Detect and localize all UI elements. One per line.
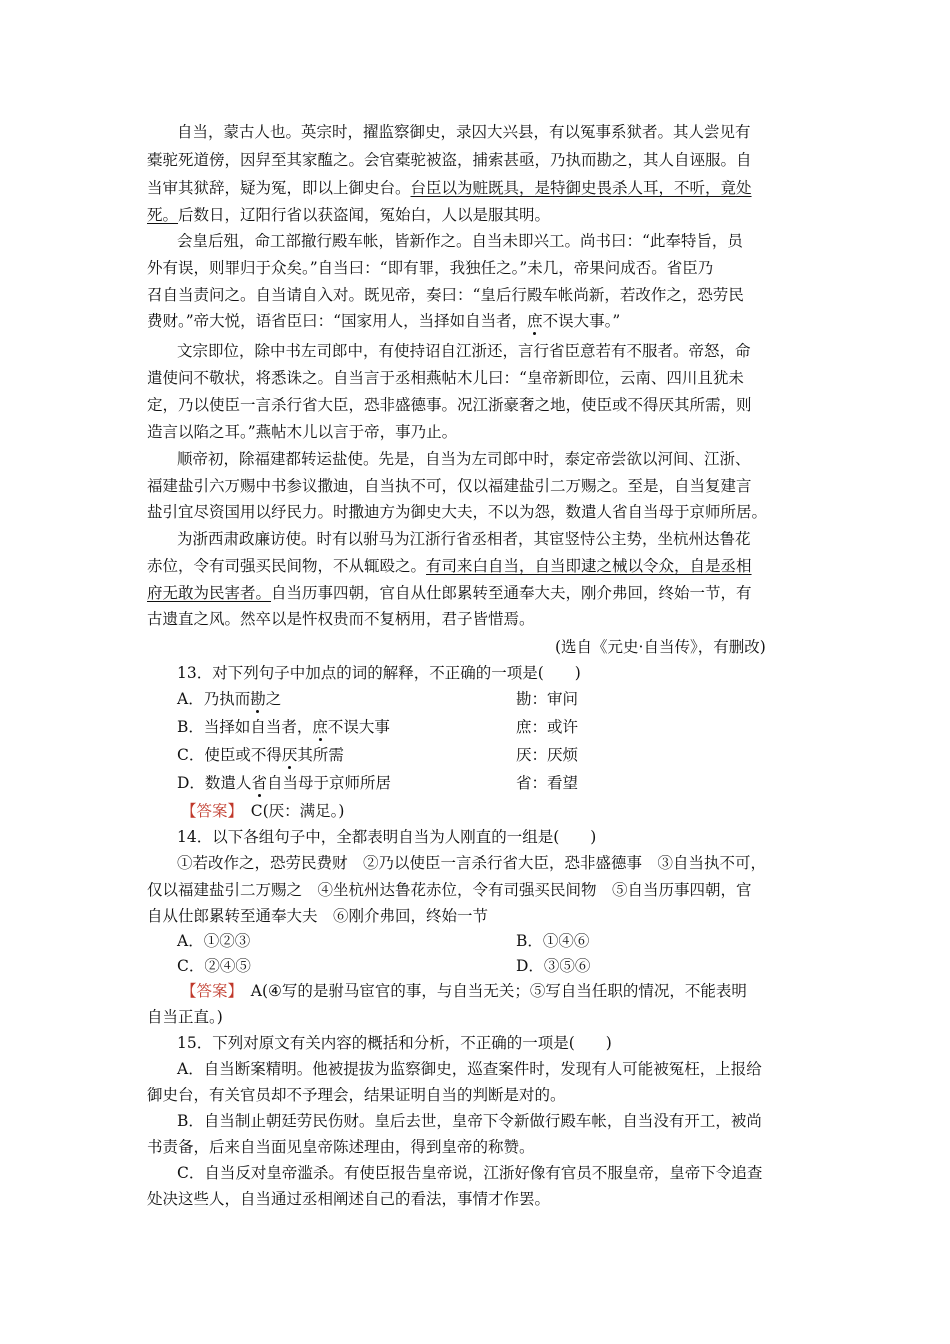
- q13-answer: 【答案】 C(厌：满足。): [181, 802, 345, 820]
- q15-option-c-cont: 处决这些人，自当通过丞相阐述自己的看法，事情才作罢。: [147, 1190, 551, 1208]
- q14-answer: 【答案】 A(④写的是驸马宦官的事，与自当无关；⑤写自当任职的情况，不能表明: [181, 982, 747, 1000]
- q15-option-b: B．自当制止朝廷劳民伤财。皇后去世，皇帝下令新做行殿车帐，自当没有开工，被尚: [177, 1112, 762, 1130]
- passage-line: 费财。”帝大悦，语省臣曰：“国家用人，当择如自当者，庶不误大事。”: [147, 312, 621, 330]
- passage-line: 府无敢为民害者。自当历事四朝，官自从仕郎累转至通奉大夫，刚介弗回，终始一节，有: [147, 584, 752, 602]
- underlined-sentence: 台臣以为赃既具，是特御史畏杀人耳，不听，竟处: [410, 179, 752, 197]
- passage-line: 盐引宜尽资国用以纾民力。时撒迪方为御史大夫，不以为怨，数遣人省自当母于京师所居。: [147, 503, 768, 521]
- underlined-sentence: 府无敢为民害者。: [147, 584, 272, 602]
- dotted-word: 庶: [312, 718, 328, 736]
- q13-option-c: C．使臣或不得厌其所需: [177, 746, 344, 764]
- underlined-sentence: 死。: [147, 206, 179, 224]
- passage-line: 当审其狱辞，疑为冤，即以上御史台。台臣以为赃既具，是特御史畏杀人耳，不听，竟处: [147, 179, 752, 197]
- question-15-stem: 15．下列对原文有关内容的概括和分析，不正确的一项是( ): [177, 1034, 612, 1052]
- q13-gloss-b: 庶：或许: [516, 718, 579, 736]
- q14-items-line: 仅以福建盐引二万赐之 ④坐杭州达鲁花赤位，令有司强买民间物 ⑤自当历事四朝，官: [147, 881, 752, 899]
- passage-line: 顺帝初，除福建都转运盐使。先是，自当为左司郎中时，泰定帝尝欲以河间、江浙、: [177, 450, 751, 468]
- answer-tag: 【答案】: [181, 802, 236, 820]
- passage-line: 橐驼死道傍，因舁至其家醢之。会官橐驼被盗，捕索甚亟，乃执而勘之，其人自诬服。自: [147, 151, 752, 169]
- underlined-sentence: 有司来白自当，自当即逮之械以令众，自是丞相: [426, 557, 752, 575]
- answer-tag: 【答案】: [181, 982, 236, 1000]
- dotted-word: 厌: [281, 746, 298, 764]
- passage-source: (选自《元史·自当传》，有删改): [555, 638, 766, 656]
- passage-line: 造言以陷之耳。”燕帖木儿以言于帝，事乃止。: [147, 423, 458, 441]
- passage-line: 文宗即位，除中书左司郎中，有使持诏自江浙还，言行省臣意若有不服者。帝怒，命: [177, 342, 751, 360]
- q13-option-b: B．当择如自当者，庶不误大事: [177, 718, 390, 736]
- q13-gloss-a: 勘：审问: [516, 690, 579, 708]
- dotted-word: 勘: [250, 690, 266, 708]
- question-14-stem: 14．以下各组句子中，全都表明自当为人刚直的一组是( ): [177, 828, 597, 846]
- passage-line: 自当，蒙古人也。英宗时，擢监察御史，录囚大兴县，有以冤事系狱者。其人尝见有: [177, 123, 751, 141]
- q15-option-a: A．自当断案精明。他被提拔为监察御史，巡查案件时，发现有人可能被冤枉，上报给: [177, 1060, 762, 1078]
- q14-option-a: A．①②③: [177, 932, 251, 950]
- q13-gloss-c: 厌：厌烦: [516, 746, 579, 764]
- q14-answer-cont: 自当正直。): [147, 1008, 223, 1026]
- q14-items-line: 自从仕郎累转至通奉大夫 ⑥刚介弗回，终始一节: [147, 907, 489, 925]
- q14-option-c: C．②④⑤: [177, 957, 251, 975]
- passage-line: 古遗直之风。然卒以是忤权贵而不复柄用，君子皆惜焉。: [147, 610, 535, 628]
- q13-option-a: A．乃执而勘之: [177, 690, 282, 708]
- passage-line: 死。后数日，辽阳行省以获盗闻，冤始白，人以是服其明。: [147, 206, 551, 224]
- q14-items-line: ①若改作之，恐劳民费财 ②乃以使臣一言杀行省大臣，恐非盛德事 ③自当执不可，: [177, 854, 767, 872]
- question-13-stem: 13．对下列句子中加点的词的解释，不正确的一项是( ): [177, 664, 581, 682]
- dotted-word: 省: [251, 774, 267, 792]
- passage-line: 福建盐引六万赐中书参议撒迪，自当执不可，仅以福建盐引二万赐之。至是，自当复建言: [147, 477, 752, 495]
- passage-line: 外有误，则罪归于众矣。”自当曰：“即有罪，我独任之。”未几，帝果问成否。省臣乃: [147, 259, 714, 277]
- passage-line: 为浙西肃政廉访使。时有以驸马为江浙行省丞相者，其宦竖恃公主势，坐杭州达鲁花: [177, 530, 751, 548]
- q15-option-a-cont: 御史台，有关官员却不予理会，结果证明自当的判断是对的。: [147, 1086, 566, 1104]
- q14-option-b: B．①④⑥: [516, 932, 590, 950]
- q14-option-d: D．③⑤⑥: [516, 957, 591, 975]
- q15-option-b-cont: 书责备，后来自当面见皇帝陈述理由，得到皇帝的称赞。: [147, 1138, 535, 1156]
- q13-option-d: D．数遣人省自当母于京师所居: [177, 774, 391, 792]
- dotted-word: 庶: [527, 312, 543, 330]
- q13-gloss-d: 省：看望: [516, 774, 579, 792]
- q15-option-c: C．自当反对皇帝滥杀。有使臣报告皇帝说，江浙好像有官员不服皇帝，皇帝下令追查: [177, 1164, 763, 1182]
- passage-line: 赤位，令有司强买民间物，不从辄殴之。有司来白自当，自当即逮之械以令众，自是丞相: [147, 557, 752, 575]
- passage-line: 召自当责问之。自当请自入对。既见帝，奏曰：“皇后行殿车帐尚新，若改作之，恐劳民: [147, 286, 744, 304]
- passage-line: 定，乃以使臣一言杀行省大臣，恐非盛德事。况江浙豪奢之地，使臣或不得厌其所需，则: [147, 396, 752, 414]
- passage-line: 会皇后殂，命工部撤行殿车帐，皆新作之。自当未即兴工。尚书曰：“此奉特旨，员: [177, 232, 743, 250]
- passage-line: 遣使问不敬状，将悉诛之。自当言于丞相燕帖木儿曰：“皇帝新即位，云南、四川且犹未: [147, 369, 744, 387]
